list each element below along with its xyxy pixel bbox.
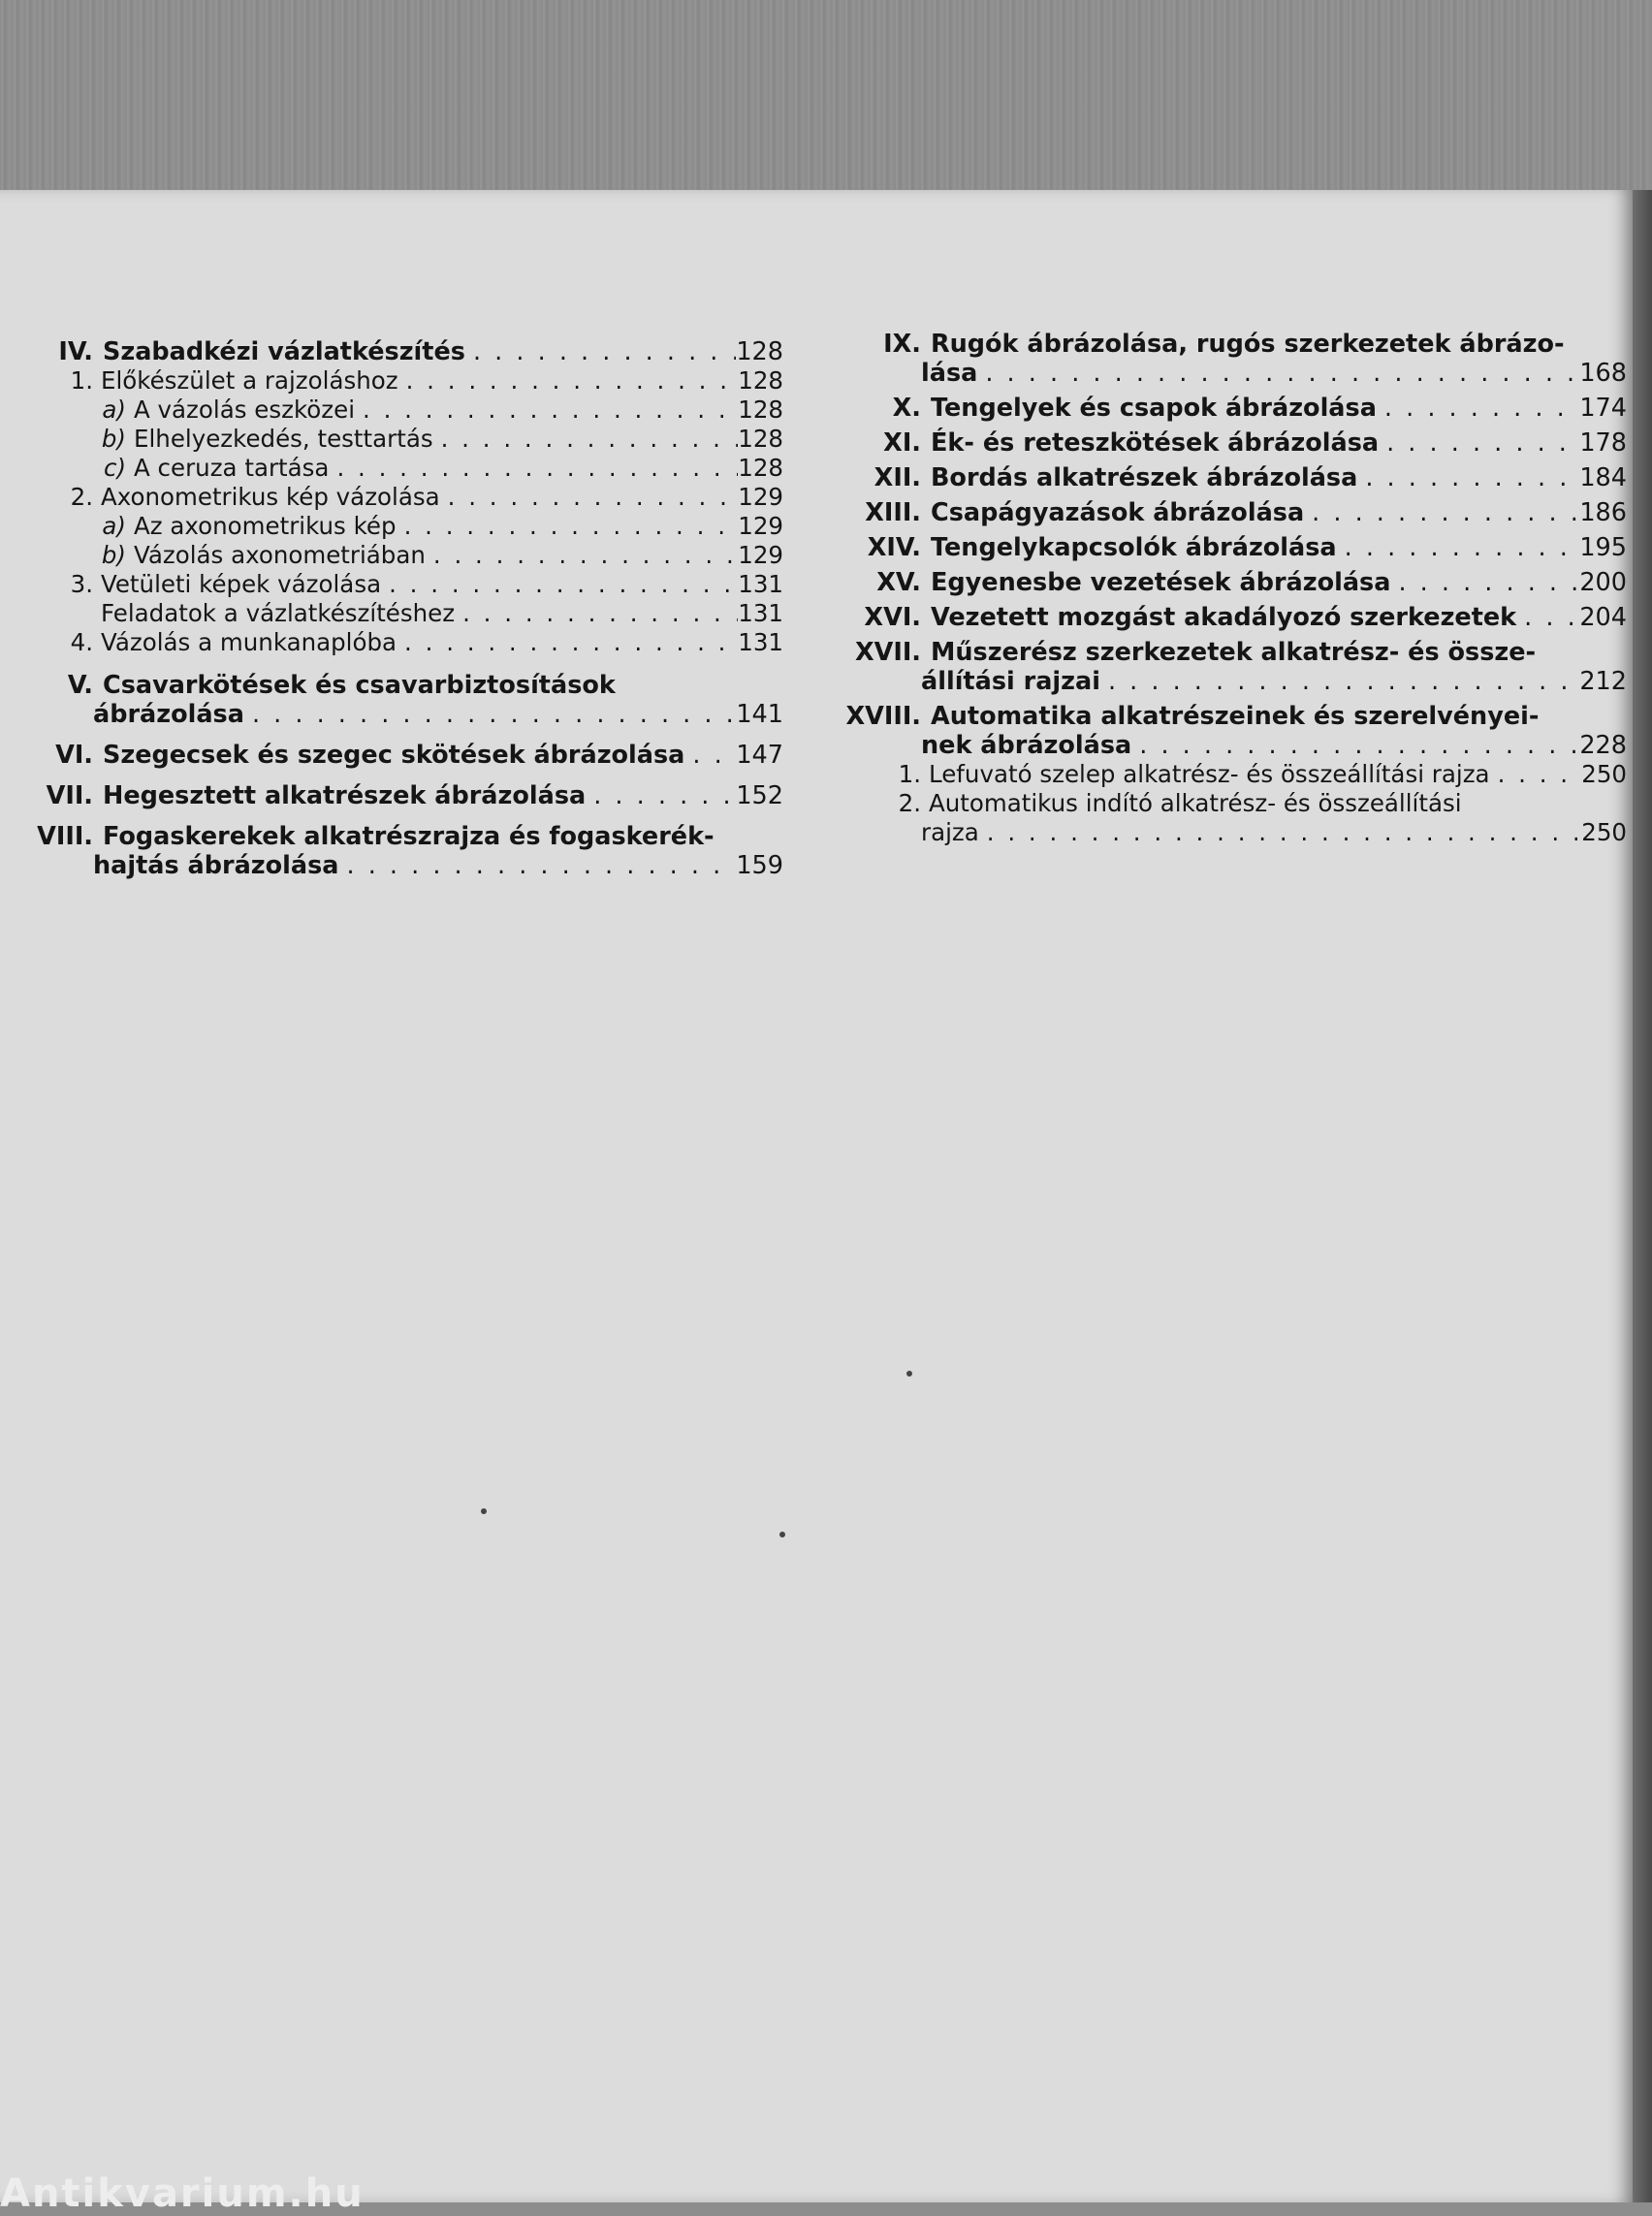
chapter-title: Automatika alkatrészeinek és szerelvényei- bbox=[931, 702, 1540, 731]
page-number: 131 bbox=[738, 628, 783, 656]
toc-chapter-entry[interactable] bbox=[824, 533, 1627, 562]
section-label: 1. bbox=[898, 760, 921, 788]
toc-chapter-entry[interactable] bbox=[824, 638, 1627, 696]
toc-chapter-entry[interactable] bbox=[824, 603, 1627, 632]
toc-chapter-entry[interactable] bbox=[824, 394, 1627, 423]
chapter-title-continuation: állítási rajzai bbox=[921, 667, 1100, 696]
page-number: 250 bbox=[1581, 760, 1627, 788]
chapter-title: Tengelyek és csapok ábrázolása bbox=[931, 394, 1377, 423]
leader-dots bbox=[455, 599, 738, 628]
section-label: 3. bbox=[70, 570, 93, 598]
leader-dots bbox=[1490, 760, 1582, 789]
chapter-title-continuation: lása bbox=[921, 359, 978, 388]
toc-chapter-entry[interactable] bbox=[8, 337, 783, 657]
page-number: 128 bbox=[738, 454, 783, 482]
toc-right-column bbox=[824, 330, 1627, 847]
chapter-number: XVI. bbox=[864, 603, 921, 632]
leader-dots bbox=[329, 454, 738, 483]
chapter-number: XIV. bbox=[867, 533, 921, 562]
page-number: 250 bbox=[1581, 818, 1627, 846]
page-number: 128 bbox=[738, 396, 783, 424]
leader-dots bbox=[977, 359, 1579, 388]
leader-dots bbox=[1100, 667, 1579, 696]
chapter-title: Fogaskerekek alkatrészrajza és fogaskerék- bbox=[103, 822, 715, 851]
chapter-title: Bordás alkatrészek ábrázolása bbox=[931, 463, 1358, 492]
toc-left-column bbox=[8, 337, 783, 880]
chapter-title: Csapágyazások ábrázolása bbox=[931, 498, 1305, 527]
chapter-number: IV. bbox=[58, 337, 93, 366]
toc-chapter-entry[interactable] bbox=[8, 822, 783, 880]
section-label: b) bbox=[101, 425, 126, 453]
page-number: 228 bbox=[1579, 731, 1627, 760]
leader-dots bbox=[355, 396, 738, 425]
chapter-number: XII. bbox=[874, 463, 921, 492]
page-number: 128 bbox=[738, 425, 783, 453]
toc-section-entry[interactable] bbox=[8, 366, 783, 396]
page-number: 147 bbox=[736, 741, 783, 770]
chapter-number: XVII. bbox=[854, 638, 921, 667]
section-title: Előkészület a rajzoláshoz bbox=[101, 366, 398, 395]
page-number: 128 bbox=[736, 337, 783, 366]
section-title: Vázolás a munkanaplóba bbox=[101, 628, 397, 656]
section-title: Lefuvató szelep alkatrész- és összeállítási rajza bbox=[929, 760, 1490, 788]
chapter-number: XI. bbox=[883, 428, 921, 458]
page-number: 186 bbox=[1579, 498, 1627, 527]
page-number: 204 bbox=[1579, 603, 1627, 632]
toc-section-entry[interactable] bbox=[8, 570, 783, 599]
section-label: 1. bbox=[70, 366, 93, 395]
leader-dots bbox=[440, 483, 739, 512]
leader-dots bbox=[426, 541, 738, 570]
section-label: a) bbox=[102, 512, 126, 540]
page-number: 131 bbox=[738, 599, 783, 627]
toc-chapter-entry[interactable] bbox=[8, 781, 783, 810]
toc-chapter-entry[interactable] bbox=[824, 428, 1627, 458]
toc-chapter-entry[interactable] bbox=[824, 702, 1627, 847]
leader-dots bbox=[1131, 731, 1579, 760]
page-number: 129 bbox=[738, 512, 783, 540]
leader-dots bbox=[1377, 394, 1579, 423]
section-label: 2. bbox=[898, 789, 921, 817]
toc-section-entry[interactable] bbox=[8, 483, 783, 512]
page-number: 131 bbox=[738, 570, 783, 598]
toc-section-entry[interactable] bbox=[8, 512, 783, 541]
chapter-title: Rugók ábrázolása, rugós szerkezetek ábrázo- bbox=[931, 330, 1565, 359]
page-number: 141 bbox=[736, 700, 783, 729]
chapter-number: XVIII. bbox=[845, 702, 921, 731]
toc-chapter-entry[interactable] bbox=[824, 330, 1627, 388]
page-number: 152 bbox=[736, 781, 783, 810]
paper-speck bbox=[779, 1532, 785, 1537]
page-number: 174 bbox=[1579, 394, 1627, 423]
chapter-title: Egyenesbe vezetések ábrázolása bbox=[931, 568, 1391, 597]
background-surface bbox=[0, 0, 1652, 213]
toc-section-entry[interactable] bbox=[8, 599, 783, 628]
toc-section-entry[interactable] bbox=[8, 396, 783, 425]
chapter-number: VII. bbox=[46, 781, 93, 810]
toc-section-entry[interactable] bbox=[8, 425, 783, 454]
leader-dots bbox=[1390, 568, 1579, 597]
page-number: 159 bbox=[736, 851, 783, 880]
leader-dots bbox=[684, 741, 736, 770]
toc-section-entry[interactable] bbox=[824, 789, 1627, 818]
toc-chapter-entry[interactable] bbox=[8, 671, 783, 729]
leader-dots bbox=[1516, 603, 1579, 632]
leader-dots bbox=[398, 366, 739, 396]
section-title: Axonometrikus kép vázolása bbox=[101, 483, 440, 511]
leader-dots bbox=[1357, 463, 1579, 492]
paper-speck bbox=[906, 1371, 912, 1377]
chapter-title: Hegesztett alkatrészek ábrázolása bbox=[103, 781, 587, 810]
section-title: Az axonometrikus kép bbox=[134, 512, 397, 540]
leader-dots bbox=[1337, 533, 1580, 562]
page-number: 212 bbox=[1579, 667, 1627, 696]
section-title: Vázolás axonometriában bbox=[134, 541, 426, 569]
page-number: 200 bbox=[1579, 568, 1627, 597]
chapter-title: Ék- és reteszkötések ábrázolása bbox=[931, 428, 1380, 458]
chapter-title-continuation: ábrázolása bbox=[93, 700, 244, 729]
chapter-number: XV. bbox=[876, 568, 921, 597]
toc-section-entry[interactable] bbox=[8, 541, 783, 570]
page-number: 184 bbox=[1579, 463, 1627, 492]
section-title-continuation: rajza bbox=[921, 818, 979, 846]
section-label: b) bbox=[101, 541, 126, 569]
watermark: Antikvarium.hu bbox=[0, 2171, 365, 2216]
chapter-number: V. bbox=[67, 671, 93, 700]
page-number: 168 bbox=[1579, 359, 1627, 388]
leader-dots bbox=[979, 818, 1581, 847]
section-label: c) bbox=[103, 454, 126, 482]
leader-dots bbox=[381, 570, 738, 599]
chapter-number: XIII. bbox=[865, 498, 921, 527]
leader-dots bbox=[1304, 498, 1579, 527]
chapter-number: X. bbox=[892, 394, 921, 423]
page-number: 129 bbox=[738, 541, 783, 569]
toc-chapter-entry[interactable] bbox=[8, 741, 783, 770]
leader-dots bbox=[339, 851, 737, 880]
chapter-title: Csavarkötések és csavarbiztosítások bbox=[103, 671, 616, 700]
chapter-title-continuation: hajtás ábrázolása bbox=[93, 851, 339, 880]
leader-dots bbox=[586, 781, 736, 810]
section-label: a) bbox=[102, 396, 126, 424]
paper-speck bbox=[481, 1508, 487, 1514]
toc-chapter-entry[interactable] bbox=[824, 463, 1627, 492]
leader-dots bbox=[244, 700, 736, 729]
chapter-title: Tengelykapcsolók ábrázolása bbox=[931, 533, 1337, 562]
chapter-title: Műszerész szerkezetek alkatrész- és össze- bbox=[931, 638, 1537, 667]
chapter-number: VI. bbox=[55, 741, 93, 770]
section-title: A ceruza tartása bbox=[134, 454, 330, 482]
section-title: Automatikus indító alkatrész- és összeállítási bbox=[929, 789, 1462, 817]
section-title: Vetületi képek vázolása bbox=[101, 570, 382, 598]
toc-chapter-entry[interactable] bbox=[824, 568, 1627, 597]
page-number: 129 bbox=[738, 483, 783, 511]
toc-section-entry[interactable] bbox=[824, 760, 1627, 789]
leader-dots bbox=[433, 425, 739, 454]
page-edge-shadow bbox=[1633, 190, 1652, 2202]
leader-dots bbox=[397, 512, 739, 541]
page-number: 195 bbox=[1579, 533, 1627, 562]
leader-dots bbox=[465, 337, 736, 366]
page-number: 178 bbox=[1579, 428, 1627, 458]
chapter-title-continuation: nek ábrázolása bbox=[921, 731, 1132, 760]
section-title: A vázolás eszközei bbox=[134, 396, 356, 424]
chapter-title: Szabadkézi vázlatkészítés bbox=[103, 337, 465, 366]
page-number: 128 bbox=[738, 366, 783, 395]
toc-section-entry[interactable] bbox=[8, 628, 783, 657]
leader-dots bbox=[397, 628, 738, 657]
section-label: 4. bbox=[70, 628, 93, 656]
section-label: 2. bbox=[70, 483, 93, 511]
chapter-title: Vezetett mozgást akadályozó szerkezetek bbox=[931, 603, 1517, 632]
chapter-title: Szegecsek és szegec skötések ábrázolása bbox=[103, 741, 685, 770]
chapter-number: IX. bbox=[883, 330, 921, 359]
leader-dots bbox=[1379, 428, 1579, 458]
section-title: Feladatok a vázlatkészítéshez bbox=[101, 599, 456, 627]
toc-section-entry[interactable] bbox=[8, 454, 783, 483]
section-title: Elhelyezkedés, testtartás bbox=[134, 425, 433, 453]
chapter-number: VIII. bbox=[37, 822, 93, 851]
toc-chapter-entry[interactable] bbox=[824, 498, 1627, 527]
